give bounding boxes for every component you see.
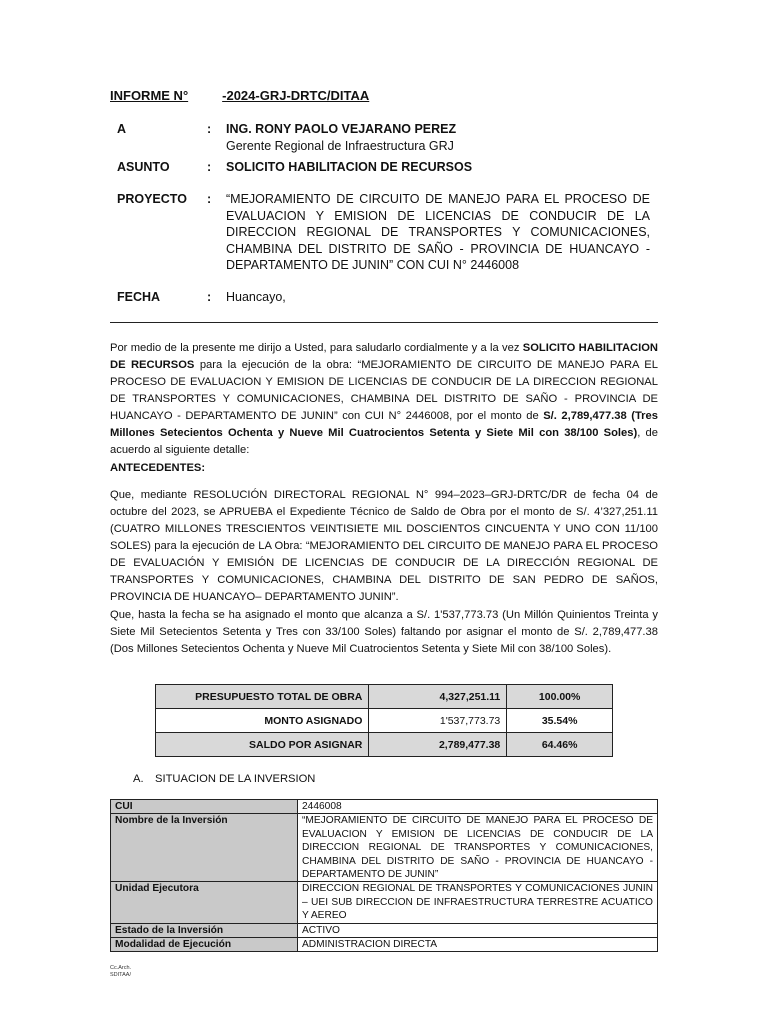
investment-row [111, 814, 658, 882]
budget-row-balance [156, 733, 613, 757]
report-title [110, 88, 369, 103]
investment-key: CUI [111, 800, 298, 814]
budget-label: MONTO ASIGNADO [156, 709, 369, 733]
to-value [226, 121, 650, 154]
investment-row [111, 938, 658, 952]
report-title-right: -2024-GRJ-DRTC/DITAA [222, 88, 370, 103]
footer-line-2: SDITAA/ [110, 972, 131, 978]
budget-percent: 35.54% [507, 709, 613, 733]
budget-label: PRESUPUESTO TOTAL DE OBRA [156, 685, 369, 709]
intro-text-d: S/. 2,789,477.38 (Tres Millones Setecientos Ochenta y Nueve Mil Cuatrocientos Setenta y Siete Mil con 38/100 Soles) [110, 410, 658, 439]
project-value: “MEJORAMIENTO DE CIRCUITO DE MANEJO PARA EL PROCESO DE EVALUACION Y EMISION DE LICENCIAS DE CONDUCIR DE LA DIRECCION REGIONAL DE TRANSPORTES Y COMUNICACIONES, CHAMBINA DEL DISTRITO DE SAÑO - PROVINCIA DE HUANCAYO - DEPARTAMENTO DE JUNIN” CON CUI N° 2446008 [226, 192, 650, 272]
investment-row [111, 800, 658, 814]
budget-label: SALDO POR ASIGNAR [156, 733, 369, 757]
section-title: SITUACION DE LA INVERSION [155, 773, 316, 785]
date-label: FECHA [117, 290, 161, 304]
budget-amount: 4,327,251.11 [369, 685, 507, 709]
budget-row-assigned [156, 709, 613, 733]
antecedentes-paragraph-1: Que, mediante RESOLUCIÓN DIRECTORAL REGIONAL N° 994–2023–GRJ-DRTC/DR de fecha 04 de octubre del 2023, se APRUEBA el Expediente Técnico de Saldo de Obra por el monto de S/. 4’327,251.11 (CUATRO MILLONES TRESCIENTOS VEINTISIETE MIL DOSCIENTOS CINCUENTA Y UNO CON 11/100 SOLES) para la ejecución de LA Obra: “MEJORAMIENTO DEL CIRCUITO DE MANEJO PARA EL PROCESO DE EVALUACIÓN Y EMISIÓN DE LICENCIAS DE CONDUCIR DE LA DIRECCIÓN REGIONAL DE TRANSPORTES Y COMUNICACIONES, CHAMBINA DEL DISTRITO DE SAN PEDRO DE SAÑOS, PROVINCIA DE HUANCAYO– DEPARTAMENTO JUNIN”. [110, 489, 658, 603]
investment-key: Estado de la Inversión [111, 923, 298, 937]
to-name: ING. RONY PAOLO VEJARANO PEREZ [226, 122, 457, 136]
subject-label: ASUNTO [117, 160, 170, 174]
investment-value: DIRECCION REGIONAL DE TRANSPORTES Y COMUNICACIONES JUNIN – UEI SUB DIRECCION DE INFRAESTRUCTURA TERRESTRE ACUATICO Y AEREO [298, 882, 658, 923]
to-label: A [117, 122, 127, 136]
date-colon: : [207, 290, 212, 304]
subject-colon: : [207, 160, 212, 174]
date-value: Huancayo, [226, 290, 286, 304]
budget-percent: 100.00% [507, 685, 613, 709]
investment-value: “MEJORAMIENTO DE CIRCUITO DE MANEJO PARA EL PROCESO DE EVALUACION Y EMISION DE LICENCIAS DE CONDUCIR DE LA DIRECCION REGIONAL DE TRANSPORTES Y COMUNICACIONES, CHAMBINA DEL DISTRITO DE SAÑO - PROVINCIA DE HUANCAYO - DEPARTAMENTO DE JUNIN” [298, 814, 658, 882]
footer-note [110, 965, 131, 979]
intro-text-e: , de acuerdo al siguiente detalle: [110, 427, 658, 456]
investment-value: ADMINISTRACION DIRECTA [298, 938, 658, 952]
investment-key: Unidad Ejecutora [111, 882, 298, 923]
antecedentes-paragraph-2: Que, hasta la fecha se ha asignado el monto que alcanza a S/. 1'537,773.73 (Un Millón Quinientos Treinta y Siete Mil Setecientos Setenta y Tres con 33/100 Soles) faltando por asignar el monto de S/. 2,789,477.38 (Dos Millones Setecientos Ochenta y Nueve Mil Cuatrocientos Setenta y Siete Mil con 38/100 Soles). [110, 609, 658, 655]
to-colon: : [207, 122, 212, 136]
header-divider [110, 322, 658, 323]
investment-value: 2446008 [298, 800, 658, 814]
intro-text-b: SOLICITO HABILITACION DE RECURSOS [110, 342, 659, 371]
investment-row [111, 923, 658, 937]
budget-percent: 64.46% [507, 733, 613, 757]
antecedentes-heading: ANTECEDENTES: [110, 462, 206, 474]
budget-table [155, 684, 613, 757]
to-position: Gerente Regional de Infraestructura GRJ [226, 138, 454, 153]
budget-amount: 2,789,477.38 [369, 733, 507, 757]
project-colon: : [207, 192, 212, 206]
investment-value: ACTIVO [298, 923, 658, 937]
budget-amount: 1'537,773.73 [369, 709, 507, 733]
section-number: A. [133, 773, 144, 785]
subject-value: SOLICITO HABILITACION DE RECURSOS [226, 160, 473, 174]
investment-section-heading [133, 773, 315, 785]
investment-table [110, 799, 658, 952]
investment-key: Nombre de la Inversión [111, 814, 298, 882]
intro-text-a: Por medio de la presente me dirijo a Usted, para saludarlo cordialmente y a la vez [110, 342, 523, 354]
investment-row [111, 882, 658, 923]
budget-row-total [156, 685, 613, 709]
intro-text-c: para la ejecución de la obra: “MEJORAMIENTO DE CIRCUITO DE MANEJO PARA EL PROCESO DE EVALUACION Y EMISION DE LICENCIAS DE CONDUCIR DE LA DIRECCION REGIONAL DE TRANSPORTES Y COMUNICACIONES, CHAMBINA DEL DISTRITO DE SAÑO - PROVINCIA DE HUANCAYO - DEPARTAMENTO DE JUNIN” con CUI N° 2446008, por el monto de [110, 359, 658, 422]
report-title-left: INFORME N° [110, 88, 189, 103]
investment-key: Modalidad de Ejecución [111, 938, 298, 952]
intro-paragraph [110, 340, 658, 459]
project-label: PROYECTO [117, 192, 187, 206]
footer-line-1: Cc.Arch. [110, 965, 132, 971]
